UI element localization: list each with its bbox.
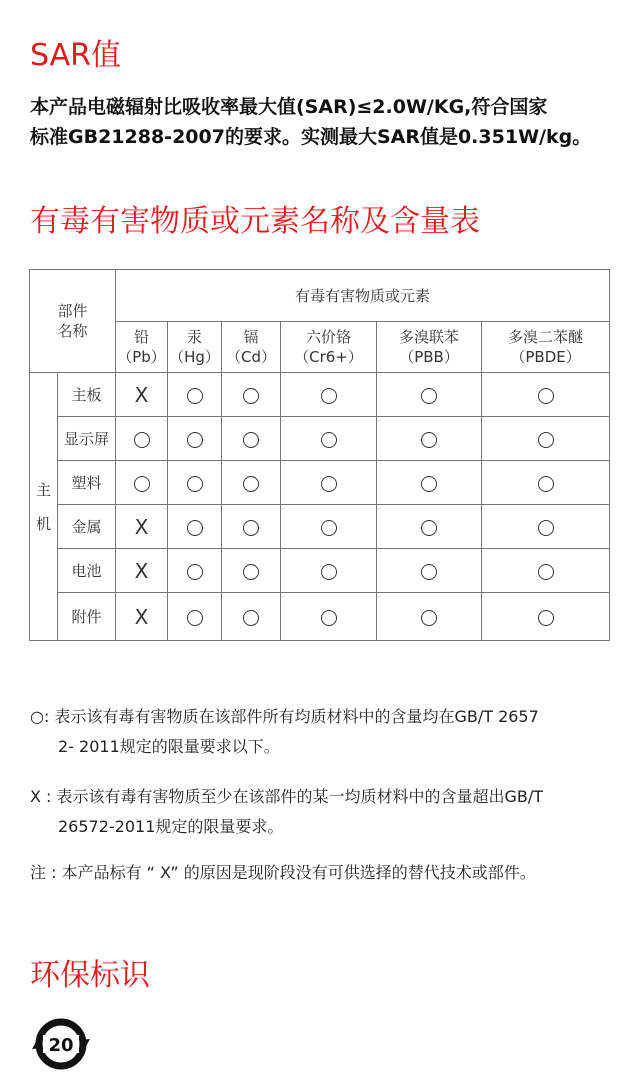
- sar-statement: [30, 92, 620, 152]
- below-limit-circle-icon: [281, 549, 377, 593]
- note-circle: [30, 702, 539, 762]
- note-x-line-2: 26572-2011规定的限量要求。: [58, 817, 284, 836]
- sar-title: SAR值: [30, 38, 121, 73]
- column-substance-name: 六价铬: [306, 328, 352, 346]
- exceeds-limit-mark: X: [116, 505, 168, 549]
- circle-icon: [187, 432, 203, 448]
- below-limit-circle-icon: [281, 505, 377, 549]
- below-limit-circle-icon: [377, 549, 482, 593]
- sar-statement-line-2: 标准GB21288-2007的要求。实测最大SAR值是0.351W/kg。: [30, 126, 592, 148]
- circle-icon: [538, 520, 554, 536]
- below-limit-circle-icon: [482, 417, 610, 461]
- column-header-3: [281, 322, 377, 373]
- table-row: [30, 373, 610, 417]
- part-name-cell: 附件: [58, 593, 116, 641]
- note-circle-line-2: 2- 2011规定的限量要求以下。: [58, 737, 280, 756]
- circle-icon: [421, 388, 437, 404]
- below-limit-circle-icon: [482, 549, 610, 593]
- below-limit-circle-icon: [168, 373, 222, 417]
- column-substance-name: 多溴联苯: [399, 328, 460, 346]
- exceeds-limit-mark: X: [116, 549, 168, 593]
- circle-icon: [187, 476, 203, 492]
- circle-icon: [321, 564, 337, 580]
- column-header-5: [482, 322, 610, 373]
- below-limit-circle-icon: [482, 373, 610, 417]
- circle-icon: [538, 564, 554, 580]
- circle-icon: [538, 432, 554, 448]
- circle-icon: [187, 564, 203, 580]
- below-limit-circle-icon: [168, 461, 222, 505]
- note-x: [30, 782, 543, 842]
- below-limit-circle-icon: [168, 593, 222, 641]
- below-limit-circle-icon: [482, 461, 610, 505]
- substance-header: 有毒有害物质或元素: [116, 270, 610, 322]
- column-header-2: [222, 322, 281, 373]
- circle-icon: [243, 564, 259, 580]
- circle-icon: [321, 432, 337, 448]
- circle-icon: [538, 610, 554, 626]
- exceeds-limit-mark: X: [116, 373, 168, 417]
- column-header-0: [116, 322, 168, 373]
- part-name-header: [30, 270, 116, 373]
- note-remark: [30, 858, 536, 888]
- circle-icon: [321, 476, 337, 492]
- below-limit-circle-icon: [281, 373, 377, 417]
- exceeds-limit-mark: X: [116, 593, 168, 641]
- below-limit-circle-icon: [168, 549, 222, 593]
- circle-icon: [187, 520, 203, 536]
- below-limit-circle-icon: [281, 593, 377, 641]
- column-substance-name: 镉: [243, 328, 259, 346]
- eco-label-title: 环保标识: [30, 958, 150, 993]
- column-substance-name: 汞: [187, 328, 203, 346]
- part-header-line-2: 名称: [57, 322, 88, 340]
- circle-icon: [321, 610, 337, 626]
- below-limit-circle-icon: [377, 505, 482, 549]
- group-label-char: 主: [35, 480, 51, 499]
- epup-20-years-logo-icon: [30, 1013, 92, 1075]
- sar-statement-line-1: 本产品电磁辐射比吸收率最大值(SAR)≤2.0W/KG,符合国家: [30, 96, 548, 118]
- below-limit-circle-icon: [116, 461, 168, 505]
- circle-icon: [134, 432, 150, 448]
- part-name-cell: 主板: [58, 373, 116, 417]
- below-limit-circle-icon: [222, 373, 281, 417]
- circle-icon: [421, 432, 437, 448]
- part-name-cell: 显示屏: [58, 417, 116, 461]
- below-limit-circle-icon: [222, 549, 281, 593]
- below-limit-circle-icon: [377, 593, 482, 641]
- table-row: [30, 505, 610, 549]
- column-substance-symbol: （Pb）: [117, 348, 166, 366]
- circle-icon: [421, 520, 437, 536]
- below-limit-circle-icon: [482, 505, 610, 549]
- note-circle-line-1: ○: 表示该有毒有害物质在该部件所有均质材料中的含量均在GB/T 2657: [30, 707, 539, 726]
- below-limit-circle-icon: [222, 505, 281, 549]
- column-substance-symbol: （Hg）: [169, 348, 220, 366]
- circle-icon: [243, 520, 259, 536]
- part-header-line-1: 部件: [57, 302, 88, 320]
- below-limit-circle-icon: [482, 593, 610, 641]
- circle-icon: [321, 388, 337, 404]
- below-limit-circle-icon: [222, 417, 281, 461]
- table-row: [30, 461, 610, 505]
- circle-icon: [421, 476, 437, 492]
- below-limit-circle-icon: [377, 461, 482, 505]
- below-limit-circle-icon: [116, 417, 168, 461]
- circle-icon: [538, 476, 554, 492]
- group-label-char: 机: [35, 514, 51, 533]
- part-name-cell: 金属: [58, 505, 116, 549]
- below-limit-circle-icon: [281, 417, 377, 461]
- circle-icon: [243, 610, 259, 626]
- part-name-cell: 电池: [58, 549, 116, 593]
- hazard-table-title: 有毒有害物质或元素名称及含量表: [30, 204, 480, 239]
- note-remark-line: 注 : 本产品标有 “ X” 的原因是现阶段没有可供选择的替代技术或部件。: [30, 863, 536, 882]
- below-limit-circle-icon: [168, 417, 222, 461]
- below-limit-circle-icon: [222, 593, 281, 641]
- column-substance-symbol: （Cd）: [226, 348, 277, 366]
- circle-icon: [421, 610, 437, 626]
- circle-icon: [321, 520, 337, 536]
- note-x-line-1: X : 表示该有毒有害物质至少在该部件的某一均质材料中的含量超出GB/T: [30, 787, 544, 806]
- column-header-1: [168, 322, 222, 373]
- below-limit-circle-icon: [377, 373, 482, 417]
- table-row: [30, 593, 610, 641]
- circle-icon: [243, 476, 259, 492]
- table-row: [30, 549, 610, 593]
- column-substance-symbol: （PBDE）: [510, 348, 581, 366]
- below-limit-circle-icon: [377, 417, 482, 461]
- circle-icon: [243, 432, 259, 448]
- table-row: [30, 417, 610, 461]
- group-label-host: [30, 373, 58, 641]
- column-substance-symbol: （PBB）: [399, 348, 459, 366]
- circle-icon: [134, 476, 150, 492]
- circle-icon: [187, 388, 203, 404]
- circle-icon: [187, 610, 203, 626]
- part-name-cell: 塑料: [58, 461, 116, 505]
- below-limit-circle-icon: [222, 461, 281, 505]
- below-limit-circle-icon: [168, 505, 222, 549]
- logo-number: 20: [48, 1035, 74, 1056]
- below-limit-circle-icon: [281, 461, 377, 505]
- circle-icon: [421, 564, 437, 580]
- column-substance-name: 铅: [134, 328, 150, 346]
- column-header-4: [377, 322, 482, 373]
- column-substance-symbol: （Cr6+）: [294, 348, 363, 366]
- circle-icon: [538, 388, 554, 404]
- circle-icon: [243, 388, 259, 404]
- hazard-substance-table: [29, 269, 610, 641]
- column-substance-name: 多溴二苯醚: [508, 328, 584, 346]
